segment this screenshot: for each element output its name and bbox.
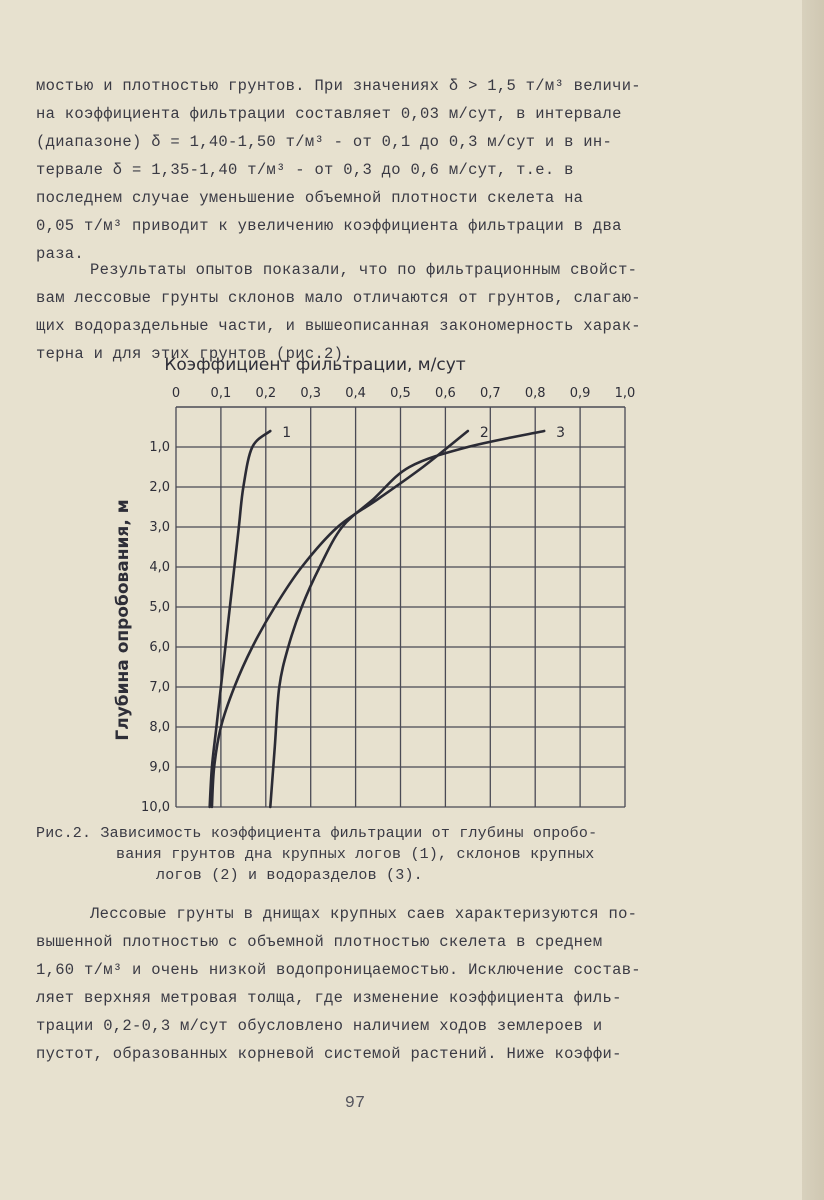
y-axis-ticks: [141, 440, 170, 815]
chart-series: [210, 425, 565, 807]
x-tick-label: 0,1: [210, 386, 232, 401]
text-line: мостью и плотностью грунтов. При значениях δ > 1,5 т/м³ величи-: [36, 77, 641, 95]
text-line: (диапазоне) δ = 1,40-1,50 т/м³ - от 0,1 до 0,3 м/сут и в ин-: [36, 133, 613, 151]
text-line: вышенной плотностью с объемной плотностью скелета в среднем: [36, 933, 603, 951]
x-tick-label: 0,4: [345, 386, 366, 401]
caption-line: Рис.2. Зависимость коэффициента фильтрации от глубины опробо-: [36, 825, 598, 842]
chart-grid: [176, 407, 625, 807]
text-line: раза.: [36, 245, 85, 263]
chart-title: Коэффициент фильтрации, м/сут: [164, 355, 466, 375]
x-tick-label: 0,5: [390, 386, 411, 401]
page-edge: [802, 0, 824, 1200]
x-tick-label: 0,7: [479, 386, 501, 401]
text-line: терна и для этих грунтов (рис.2).: [36, 345, 353, 363]
caption-line: вания грунтов дна крупных логов (1), склонов крупных: [116, 846, 595, 863]
text-line: вам лессовые грунты склонов мало отличаются от грунтов, слагаю-: [36, 289, 641, 307]
page-number: 97: [344, 1094, 366, 1113]
y-tick-label: 3,0: [149, 520, 170, 535]
y-tick-label: 9,0: [149, 760, 170, 775]
paragraph-floor-soils: [36, 900, 726, 1068]
y-tick-label: 2,0: [149, 480, 170, 495]
text-line: пустот, образованных корневой системой растений. Ниже коэффи-: [36, 1045, 622, 1063]
series-3-label: 3: [556, 425, 566, 441]
figure-caption: [36, 823, 726, 886]
caption-line: логов (2) и водоразделов (3).: [156, 867, 423, 884]
y-tick-label: 5,0: [149, 600, 170, 615]
x-tick-label: 0,9: [569, 386, 591, 401]
series-2-label: 2: [479, 425, 489, 441]
text-line: трации 0,2-0,3 м/сут обусловлено наличием ходов землероев и: [36, 1017, 603, 1035]
y-tick-label: 6,0: [149, 640, 170, 655]
text-line: на коэффициента фильтрации составляет 0,03 м/сут, в интервале: [36, 105, 622, 123]
x-axis-ticks: [172, 386, 635, 401]
figure-2-chart: [100, 350, 660, 820]
y-tick-label: 7,0: [149, 680, 170, 695]
y-tick-label: 10,0: [141, 800, 170, 815]
text-line: ляет верхняя метровая толща, где изменение коэффициента филь-: [36, 989, 622, 1007]
x-tick-label: 0,3: [300, 386, 322, 401]
text-line: Результаты опытов показали, что по фильтрационным свойст-: [90, 261, 638, 279]
text-line: щих водораздельные части, и вышеописанная закономерность харак-: [36, 317, 641, 335]
text-line: 1,60 т/м³ и очень низкой водопроницаемостью. Исключение состав-: [36, 961, 641, 979]
y-tick-label: 8,0: [149, 720, 170, 735]
series-1-label: 1: [282, 425, 292, 441]
x-tick-label: 0,6: [435, 386, 456, 401]
text-line: последнем случае уменьшение объемной плотности скелета на: [36, 189, 584, 207]
text-line: Лессовые грунты в днищах крупных саев характеризуются по-: [90, 905, 638, 923]
text-line: 0,05 т/м³ приводит к увеличению коэффициента фильтрации в два: [36, 217, 622, 235]
paragraph-intro: [36, 72, 726, 268]
x-tick-label: 1,0: [614, 386, 636, 401]
y-tick-label: 1,0: [149, 440, 170, 455]
x-tick-label: 0: [171, 386, 181, 401]
text-line: тервале δ = 1,35-1,40 т/м³ - от 0,3 до 0,6 м/сут, т.е. в: [36, 161, 574, 179]
y-axis-label: Глубина опробования, м: [113, 499, 133, 741]
x-tick-label: 0,2: [255, 386, 277, 401]
y-tick-label: 4,0: [149, 560, 170, 575]
x-tick-label: 0,8: [524, 386, 546, 401]
